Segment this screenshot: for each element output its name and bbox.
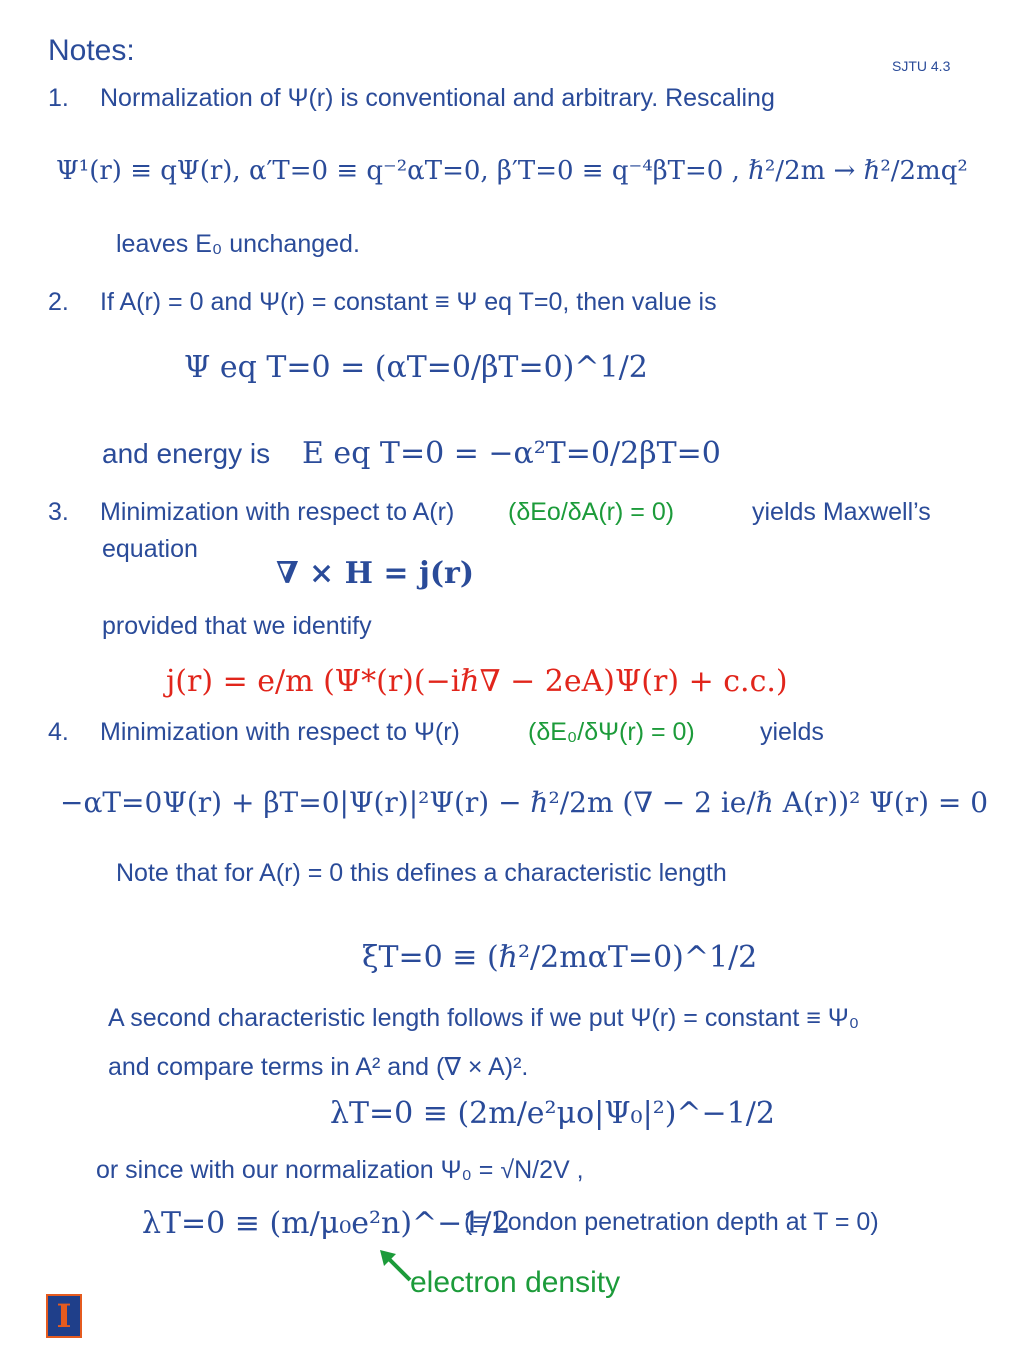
logo-letter: I: [56, 1297, 72, 1335]
item3-text-a: Minimization with respect to A(r): [100, 498, 455, 526]
electron-density-label: electron density: [410, 1266, 621, 1299]
item2-equilibrium-psi: Ψ eq T=0 = (αT=0/βT=0)^1/2: [184, 350, 648, 385]
university-logo-icon: [46, 1294, 82, 1338]
course-tag: SJTU 4.3: [892, 58, 951, 74]
item1-tail: leaves E₀ unchanged.: [116, 230, 360, 258]
item1-text: Normalization of Ψ(r) is conventional and arbitrary. Rescaling: [100, 84, 775, 112]
notes-title: Notes:: [48, 34, 135, 67]
item3-identify: provided that we identify: [102, 612, 372, 640]
item4-note: Note that for A(r) = 0 this defines a characteristic length: [116, 859, 727, 887]
item2-energy-equation: E eq T=0 = −α²T=0/2βT=0: [302, 436, 721, 471]
item4-number: 4.: [48, 718, 69, 746]
item4-second-b: and compare terms in A² and (∇ × A)².: [108, 1053, 529, 1081]
item4-since: or since with our normalization Ψ₀ = √N/2V ,: [96, 1156, 584, 1184]
item4-condition: (δE₀/δΨ(r) = 0): [528, 718, 695, 746]
item3-text-c: equation: [102, 535, 198, 563]
item3-text-b: yields Maxwell’s: [752, 498, 931, 526]
item3-condition: (δEo/δA(r) = 0): [508, 498, 675, 526]
item4-text-a: Minimization with respect to Ψ(r): [100, 718, 460, 746]
item2-energy-label: and energy is: [102, 438, 271, 469]
item1-equation: Ψ¹(r) ≡ qΨ(r), α′T=0 ≡ q⁻²αT=0, β′T=0 ≡ q⁻⁴βT=0 , ℏ²/2m → ℏ²/2mq²: [56, 156, 968, 186]
ginzburg-landau-equation: −αT=0Ψ(r) + βT=0|Ψ(r)|²Ψ(r) − ℏ²/2m (∇ − 2 ie/ℏ A(r))² Ψ(r) = 0: [60, 786, 989, 819]
item2-text: If A(r) = 0 and Ψ(r) = constant ≡ Ψ eq T=0, then value is: [100, 288, 717, 316]
maxwell-equation: ∇ × H = j(r): [276, 556, 475, 591]
penetration-depth-equation-1: λT=0 ≡ (2m/e²μo|Ψ₀|²)^−1/2: [330, 1096, 775, 1131]
coherence-length-equation: ξT=0 ≡ (ℏ²/2mαT=0)^1/2: [362, 940, 758, 975]
item2-number: 2.: [48, 288, 69, 316]
item3-number: 3.: [48, 498, 69, 526]
penetration-depth-equation-2: λT=0 ≡ (m/μ₀e²n)^−1/2: [142, 1206, 511, 1241]
item4-text-b: yields: [760, 718, 824, 746]
item4-second-a: A second characteristic length follows if we put Ψ(r) = constant ≡ Ψ₀: [108, 1004, 860, 1032]
current-equation: j(r) = e/m (Ψ*(r)(−iℏ∇ − 2eA)Ψ(r) + c.c.): [166, 664, 788, 699]
london-note: (≡ London penetration depth at T = 0): [464, 1208, 879, 1236]
item1-number: 1.: [48, 84, 69, 112]
